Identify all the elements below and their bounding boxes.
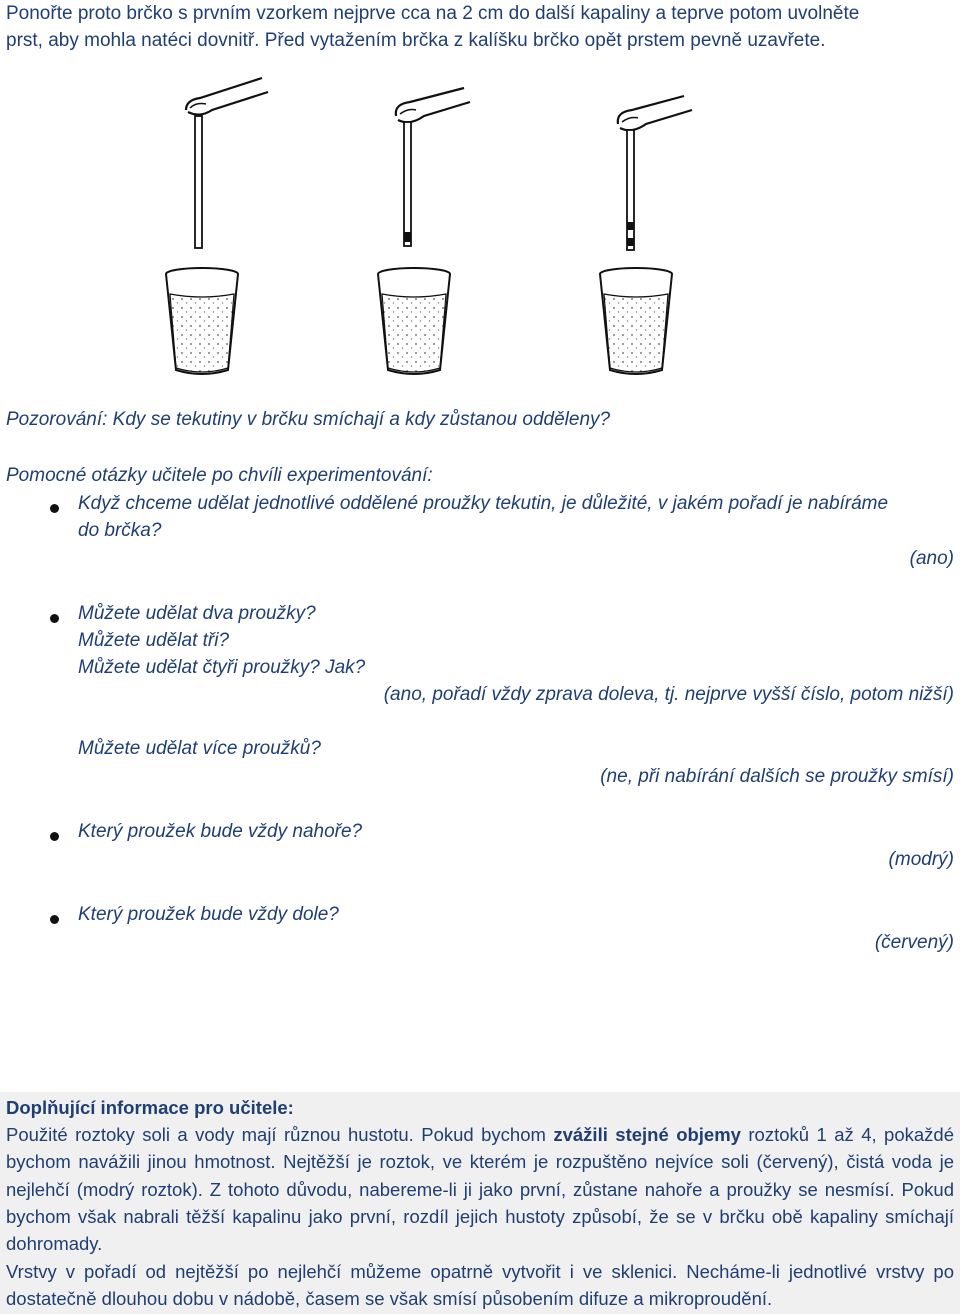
info-paragraph-1 <box>6 1121 954 1257</box>
experiment-illustration <box>0 0 960 390</box>
finger-icon <box>618 96 692 130</box>
finger-icon <box>186 78 268 115</box>
question-2-line-2: Můžete udělat tři? <box>78 630 230 651</box>
question-1-line-1: Když chceme udělat jednotlivé oddělené proužky tekutin, je důležité, v jakém pořadí je nabíráme <box>78 493 889 514</box>
bullet-icon <box>50 915 59 924</box>
finger-icon <box>396 88 470 122</box>
setup-1 <box>166 78 268 374</box>
setup-3 <box>600 96 692 374</box>
straw-icon <box>627 130 634 250</box>
question-4: Který proužek bude vždy nahoře? <box>78 821 363 842</box>
info-paragraph-2: Vrstvy v pořadí od nejtěžší po nejlehčí můžeme opatrně vytvořit i ve sklenici. Necháme-li jednotlivé vrstvy po dostatečně dlouhou dobu v nádobě, časem se však smísí působením difuze a mikroproudění. <box>6 1261 954 1310</box>
cup-icon <box>378 268 450 374</box>
cup-icon <box>600 268 672 374</box>
info-p1-part-a: Použité roztoky soli a vody mají různou hustotu. Pokud bychom <box>6 1124 554 1145</box>
answer-4: (modrý) <box>888 849 954 870</box>
intro-line-1: Ponořte proto brčko s prvním vzorkem nejprve cca na 2 cm do další kapaliny a teprve potom uvolněte <box>6 3 860 24</box>
answer-2: (ano, pořadí vždy zprava doleva, tj. nejprve vyšší číslo, potom nižší) <box>383 684 954 705</box>
answer-1: (ano) <box>909 548 954 569</box>
info-p1-part-b: roztoků 1 až 4, pokaždé bychom navážili jinou hmotnost. Nejtěžší je roztok, ve kterém je rozpuštěno nejvíce soli (červený), čistá voda je nejlehčí (modrý roztok). Z tohoto důvodu, nabereme-li ji jako první, zůstane nahoře a proužky se nesmísí. Pokud bychom však nabrali těžší kapalinu jako první, rozdíl jejich hustoty způsobí, že se v brčku obě kapaliny smíchají dohromady. <box>6 1124 954 1255</box>
helper-heading: Pomocné otázky učitele po chvíli experimentování: <box>6 465 433 486</box>
question-3: Můžete udělat více proužků? <box>78 738 321 759</box>
answer-3: (ne, při nabírání dalších se proužky smísí) <box>600 766 954 787</box>
answer-5: (červený) <box>874 932 954 953</box>
info-heading: Doplňující informace pro učitele: <box>6 1097 294 1118</box>
info-p1-bold: zvážili stejné objemy <box>553 1124 741 1145</box>
bullet-icon <box>50 614 59 623</box>
question-5: Který proužek bude vždy dole? <box>78 904 339 925</box>
question-2-line-3: Můžete udělat čtyři proužky? Jak? <box>78 657 366 678</box>
bullet-icon <box>50 832 59 841</box>
straw-icon <box>195 116 202 248</box>
intro-line-2: prst, aby mohla natéci dovnitř. Před vytažením brčka z kalíšku brčko opět prstem pevně uzavřete. <box>6 30 826 51</box>
question-2-line-1: Můžete udělat dva proužky? <box>78 603 316 624</box>
question-1-line-2: do brčka? <box>78 520 162 541</box>
teacher-info-box <box>0 1092 960 1314</box>
straw-icon <box>404 122 411 246</box>
bullet-icon <box>50 504 59 513</box>
cup-icon <box>166 268 238 374</box>
setup-2 <box>378 88 470 374</box>
observation-text: Pozorování: Kdy se tekutiny v brčku smíchají a kdy zůstanou odděleny? <box>6 409 611 430</box>
